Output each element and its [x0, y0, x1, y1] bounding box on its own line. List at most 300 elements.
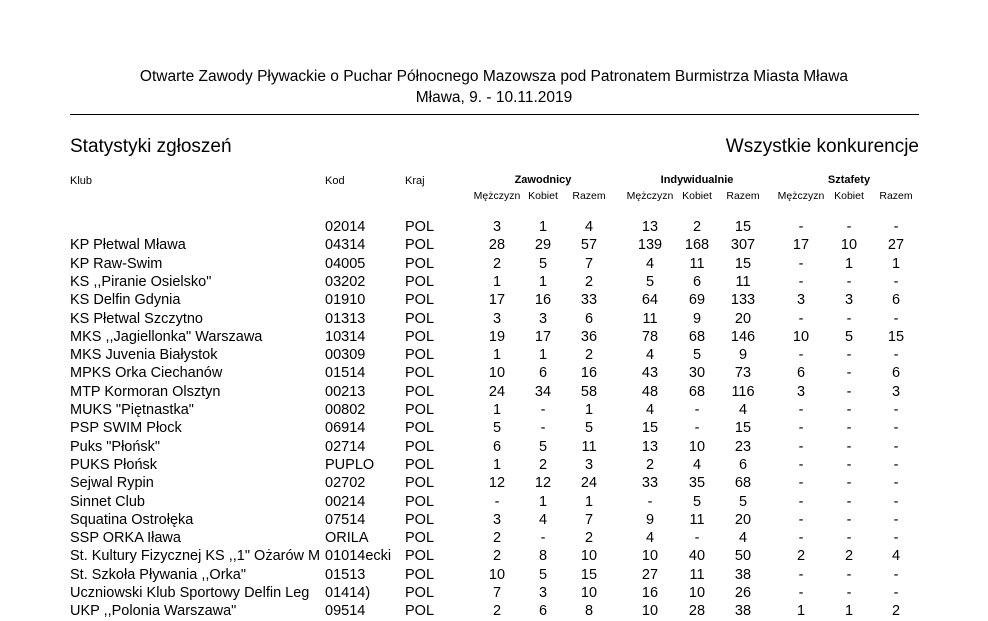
count-relays-women: 1	[844, 255, 854, 272]
count-relays-women: 10	[840, 237, 858, 254]
country-code: POL	[405, 219, 435, 235]
count-athletes-women: -	[540, 530, 546, 547]
count-athletes-men: 1	[492, 456, 502, 473]
count-individual-men: -	[647, 493, 653, 510]
club-name: SSP ORKA Iława	[70, 530, 181, 547]
club-name: KS Płetwal Szczytno	[70, 310, 203, 327]
count-relays-women: -	[846, 493, 852, 510]
country-code: POL	[405, 383, 435, 400]
club-name: St. Kultury Fizycznej KS ,,1" Ożarów M	[70, 548, 321, 565]
count-relays-men: -	[798, 347, 804, 364]
count-athletes-women: 6	[538, 365, 548, 382]
table-row	[0, 329, 988, 347]
club-code: 07514	[325, 511, 366, 528]
count-individual-women: 11	[689, 511, 705, 528]
count-individual-total: 20	[734, 511, 752, 528]
table-row	[0, 219, 988, 237]
count-individual-men: 10	[641, 548, 659, 565]
count-relays-men: -	[798, 456, 804, 473]
country-code: POL	[405, 511, 435, 528]
count-relays-women: 2	[844, 548, 854, 565]
count-relays-total: 3	[891, 383, 901, 400]
count-athletes-men: 2	[492, 548, 502, 565]
count-individual-total: 73	[734, 365, 752, 382]
club-name: Sinnet Club	[70, 493, 145, 510]
count-relays-women: -	[846, 273, 852, 290]
count-athletes-women: 4	[538, 511, 548, 528]
club-name: MKS ,,Jagiellonka" Warszawa	[70, 328, 263, 345]
count-athletes-women: 1	[538, 347, 548, 364]
count-individual-women: 30	[688, 365, 706, 382]
count-relays-total: -	[893, 511, 899, 528]
count-athletes-men: 12	[488, 475, 506, 492]
count-individual-women: -	[694, 402, 700, 418]
table-row	[0, 384, 988, 402]
club-code: 03202	[325, 273, 366, 290]
count-individual-men: 2	[645, 456, 655, 473]
count-individual-men: 15	[641, 420, 659, 437]
count-individual-women: 11	[689, 566, 705, 583]
club-name: St. Szkoła Pływania ,,Orka"	[70, 566, 246, 583]
count-individual-women: -	[694, 420, 700, 437]
subheader-individual-total: Razem	[726, 190, 760, 202]
count-athletes-men: 19	[488, 328, 506, 345]
club-code: 09514	[325, 603, 366, 620]
table-row	[0, 256, 988, 274]
club-code: 01910	[325, 292, 366, 309]
count-athletes-men: 3	[492, 511, 502, 528]
count-individual-total: 15	[734, 255, 752, 272]
count-individual-men: 78	[641, 328, 659, 345]
count-relays-women: 5	[844, 328, 854, 345]
count-relays-total: 2	[891, 603, 901, 620]
subheader-athletes-women: Kobiet	[528, 190, 558, 202]
club-code: 01313	[325, 310, 366, 327]
club-name: KS Delfin Gdynia	[70, 292, 181, 309]
count-relays-women: -	[846, 511, 852, 528]
count-relays-men: -	[798, 255, 804, 272]
country-code: POL	[405, 365, 435, 382]
column-header-country: Kraj	[405, 175, 425, 187]
country-code: POL	[405, 566, 435, 583]
club-name: Squatina Ostrołęka	[70, 511, 194, 528]
count-relays-women: 1	[844, 603, 854, 620]
count-relays-men: 6	[796, 365, 806, 382]
table-row	[0, 457, 988, 475]
count-relays-total: -	[893, 566, 899, 583]
table-row	[0, 585, 988, 603]
count-individual-total: 15	[734, 219, 752, 235]
table-row	[0, 420, 988, 438]
count-relays-women: -	[846, 585, 852, 601]
table-row	[0, 347, 988, 365]
count-relays-total: 1	[891, 255, 901, 272]
count-individual-women: 4	[692, 456, 702, 473]
table-row	[0, 237, 988, 255]
count-individual-men: 4	[645, 402, 655, 418]
club-code: 01014ecki	[325, 548, 392, 565]
count-individual-total: 11	[735, 273, 751, 290]
count-relays-men: -	[798, 273, 804, 290]
count-individual-total: 4	[738, 530, 748, 547]
club-code: 00213	[325, 383, 366, 400]
count-relays-total: -	[893, 493, 899, 510]
country-code: POL	[405, 585, 435, 601]
count-relays-men: -	[798, 530, 804, 547]
count-athletes-men: 6	[492, 438, 502, 455]
count-individual-women: 5	[692, 347, 702, 364]
count-relays-men: -	[798, 219, 804, 235]
club-code: ORILA	[325, 530, 369, 547]
count-individual-women: 10	[688, 585, 706, 601]
count-athletes-total: 2	[584, 530, 594, 547]
count-athletes-men: 5	[492, 420, 502, 437]
count-individual-women: 168	[684, 237, 710, 254]
count-athletes-total: 1	[584, 402, 594, 418]
count-relays-total: -	[893, 475, 899, 492]
count-relays-men: -	[798, 566, 804, 583]
count-relays-total: -	[893, 219, 899, 235]
country-code: POL	[405, 438, 435, 455]
count-individual-total: 4	[738, 402, 748, 418]
group-header-individual: Indywidualnie	[660, 174, 734, 186]
count-athletes-men: 10	[488, 566, 506, 583]
count-athletes-women: 3	[538, 310, 548, 327]
country-code: POL	[405, 548, 435, 565]
count-individual-men: 10	[641, 603, 659, 620]
count-individual-total: 50	[734, 548, 752, 565]
count-individual-total: 68	[734, 475, 752, 492]
count-athletes-men: 10	[488, 365, 506, 382]
count-individual-men: 48	[641, 383, 659, 400]
count-relays-women: -	[846, 475, 852, 492]
count-individual-total: 20	[734, 310, 752, 327]
count-athletes-total: 7	[584, 255, 594, 272]
count-athletes-men: 1	[492, 347, 502, 364]
count-athletes-women: 16	[534, 292, 552, 309]
table-row	[0, 292, 988, 310]
column-header-code: Kod	[325, 175, 345, 187]
count-relays-total: 6	[891, 365, 901, 382]
header-divider	[70, 114, 919, 115]
table-row	[0, 567, 988, 585]
count-athletes-men: 1	[492, 402, 502, 418]
club-name: UKP ,,Polonia Warszawa"	[70, 603, 237, 620]
club-code: 00309	[325, 347, 366, 364]
table-row	[0, 603, 988, 621]
count-athletes-total: 8	[584, 603, 594, 620]
count-athletes-women: 29	[534, 237, 552, 254]
count-athletes-men: 2	[492, 530, 502, 547]
count-individual-men: 11	[642, 310, 658, 327]
club-code: 04314	[325, 237, 366, 254]
club-code: 00214	[325, 493, 366, 510]
count-individual-women: 11	[689, 255, 705, 272]
club-name: PUKS Płońsk	[70, 456, 158, 473]
count-individual-men: 4	[645, 530, 655, 547]
count-relays-men: -	[798, 493, 804, 510]
group-header-relays: Sztafety	[827, 174, 871, 186]
count-athletes-women: 1	[538, 219, 548, 235]
count-relays-total: 27	[887, 237, 905, 254]
count-individual-men: 16	[641, 585, 659, 601]
count-relays-total: -	[893, 347, 899, 364]
count-athletes-total: 36	[580, 328, 598, 345]
table-row	[0, 475, 988, 493]
count-relays-women: -	[846, 383, 852, 400]
country-code: POL	[405, 603, 435, 620]
count-relays-total: -	[893, 420, 899, 437]
count-athletes-women: 5	[538, 255, 548, 272]
count-athletes-women: -	[540, 402, 546, 418]
club-name: Puks "Płońsk"	[70, 438, 161, 455]
count-athletes-women: -	[540, 420, 546, 437]
country-code: POL	[405, 420, 435, 437]
count-athletes-men: 1	[492, 273, 502, 290]
count-individual-total: 146	[730, 328, 756, 345]
club-name: MKS Juvenia Białystok	[70, 347, 218, 364]
section-title: Statystyki zgłoszeń	[70, 136, 232, 157]
count-individual-men: 4	[645, 347, 655, 364]
club-code: 02714	[325, 438, 366, 455]
club-code: 01414)	[325, 585, 371, 601]
count-relays-men: 17	[792, 237, 810, 254]
table-row	[0, 365, 988, 383]
count-relays-men: 1	[796, 603, 806, 620]
count-athletes-men: 3	[492, 219, 502, 235]
count-athletes-women: 1	[538, 493, 548, 510]
club-code: PUPLO	[325, 456, 375, 473]
count-athletes-men: 3	[492, 310, 502, 327]
count-athletes-total: 57	[580, 237, 598, 254]
count-individual-women: 10	[688, 438, 706, 455]
count-individual-total: 23	[734, 438, 752, 455]
count-individual-women: 28	[688, 603, 706, 620]
page-subtitle: Mława, 9. - 10.11.2019	[415, 89, 573, 106]
count-relays-women: -	[846, 438, 852, 455]
table-row	[0, 311, 988, 329]
count-individual-total: 26	[734, 585, 752, 601]
count-individual-total: 133	[730, 292, 756, 309]
count-athletes-total: 6	[584, 310, 594, 327]
count-athletes-women: 3	[538, 585, 548, 601]
table-row	[0, 274, 988, 292]
count-athletes-total: 5	[584, 420, 594, 437]
club-code: 01513	[325, 566, 366, 583]
count-relays-women: -	[846, 530, 852, 547]
count-individual-total: 38	[734, 603, 752, 620]
count-relays-women: -	[846, 347, 852, 364]
column-header-club: Klub	[70, 175, 93, 187]
count-relays-women: 3	[844, 292, 854, 309]
count-individual-total: 15	[734, 420, 752, 437]
count-relays-women: -	[846, 402, 852, 418]
count-athletes-total: 10	[580, 548, 598, 565]
count-athletes-men: 24	[488, 383, 506, 400]
count-relays-women: -	[846, 219, 852, 235]
count-individual-men: 27	[641, 566, 659, 583]
club-name: PSP SWIM Płock	[70, 420, 182, 437]
count-relays-men: 10	[792, 328, 810, 345]
count-athletes-men: 2	[492, 603, 502, 620]
count-individual-total: 116	[731, 383, 755, 400]
count-relays-women: -	[846, 310, 852, 327]
count-individual-women: 6	[692, 273, 702, 290]
subheader-relays-total: Razem	[879, 190, 913, 202]
table-row	[0, 494, 988, 512]
count-athletes-total: 2	[584, 273, 594, 290]
competition-scope: Wszystkie konkurencje	[725, 136, 919, 157]
country-code: POL	[405, 493, 435, 510]
country-code: POL	[405, 402, 435, 418]
count-athletes-total: 4	[584, 219, 594, 235]
country-code: POL	[405, 530, 435, 547]
count-relays-total: -	[893, 310, 899, 327]
count-athletes-total: 15	[580, 566, 598, 583]
club-name: MPKS Orka Ciechanów	[70, 365, 223, 382]
count-individual-men: 13	[641, 438, 659, 455]
count-athletes-women: 17	[534, 328, 552, 345]
count-athletes-total: 24	[580, 475, 598, 492]
count-relays-men: -	[798, 475, 804, 492]
count-athletes-men: -	[494, 493, 500, 510]
table-row	[0, 402, 988, 420]
club-name: KP Płetwal Mława	[70, 237, 186, 254]
count-athletes-total: 2	[584, 347, 594, 364]
count-relays-men: -	[798, 402, 804, 418]
club-name: Uczniowski Klub Sportowy Delfin Leg	[70, 585, 310, 601]
club-code: 02702	[325, 475, 366, 492]
country-code: POL	[405, 347, 435, 364]
count-individual-total: 9	[738, 347, 748, 364]
count-relays-women: -	[846, 456, 852, 473]
subheader-individual-women: Kobiet	[682, 190, 712, 202]
country-code: POL	[405, 273, 435, 290]
count-relays-total: 15	[887, 328, 905, 345]
count-individual-men: 9	[645, 511, 655, 528]
table-row	[0, 439, 988, 457]
count-relays-men: 3	[796, 383, 806, 400]
count-athletes-women: 8	[538, 548, 548, 565]
count-athletes-total: 33	[580, 292, 598, 309]
country-code: POL	[405, 456, 435, 473]
count-relays-total: -	[893, 273, 899, 290]
count-athletes-women: 12	[534, 475, 552, 492]
count-individual-total: 5	[738, 493, 748, 510]
count-relays-total: -	[893, 402, 899, 418]
count-relays-men: 3	[796, 292, 806, 309]
count-individual-women: -	[694, 530, 700, 547]
count-relays-men: -	[798, 438, 804, 455]
count-individual-men: 5	[645, 273, 655, 290]
club-name: KP Raw-Swim	[70, 255, 163, 272]
count-relays-total: 4	[891, 548, 901, 565]
count-athletes-total: 3	[584, 456, 594, 473]
club-code: 00802	[325, 402, 366, 418]
count-relays-total: -	[893, 438, 899, 455]
count-individual-total: 307	[730, 237, 756, 254]
club-name: MTP Kormoran Olsztyn	[70, 383, 221, 400]
count-relays-total: 6	[891, 292, 901, 309]
count-athletes-men: 17	[488, 292, 506, 309]
count-individual-men: 64	[641, 292, 659, 309]
subheader-relays-men: Mężczyzn	[777, 190, 825, 202]
subheader-relays-women: Kobiet	[834, 190, 864, 202]
club-code: 04005	[325, 255, 366, 272]
count-athletes-women: 1	[538, 273, 548, 290]
count-individual-women: 35	[688, 475, 706, 492]
club-name: MUKS "Piętnastka"	[70, 402, 194, 418]
table-row	[0, 512, 988, 530]
club-code: 06914	[325, 420, 366, 437]
count-relays-total: -	[893, 456, 899, 473]
count-individual-women: 40	[688, 548, 706, 565]
count-individual-men: 33	[641, 475, 659, 492]
count-athletes-women: 5	[538, 566, 548, 583]
count-relays-women: -	[846, 365, 852, 382]
country-code: POL	[405, 292, 435, 309]
table-row	[0, 530, 988, 548]
count-relays-women: -	[846, 566, 852, 583]
count-relays-total: -	[893, 585, 899, 601]
count-individual-men: 13	[641, 219, 659, 235]
country-code: POL	[405, 310, 435, 327]
count-relays-men: -	[798, 511, 804, 528]
club-name: KS ,,Piranie Osielsko"	[70, 273, 212, 290]
count-athletes-women: 5	[538, 438, 548, 455]
count-individual-men: 43	[641, 365, 659, 382]
count-athletes-total: 16	[580, 365, 598, 382]
page-title: Otwarte Zawody Pływackie o Puchar Północnego Mazowsza pod Patronatem Burmistrza Miasta Mława	[139, 68, 849, 85]
count-relays-men: 2	[796, 548, 806, 565]
count-individual-women: 2	[692, 219, 702, 235]
count-individual-women: 9	[692, 310, 702, 327]
club-code: 10314	[325, 328, 366, 345]
count-individual-total: 6	[738, 456, 748, 473]
count-athletes-women: 34	[534, 383, 552, 400]
count-relays-men: -	[798, 310, 804, 327]
count-individual-men: 4	[645, 255, 655, 272]
count-individual-women: 69	[688, 292, 706, 309]
country-code: POL	[405, 475, 435, 492]
table-row	[0, 548, 988, 566]
club-code: 01514	[325, 365, 366, 382]
count-athletes-total: 7	[584, 511, 594, 528]
count-relays-women: -	[846, 420, 852, 437]
count-individual-women: 68	[688, 328, 706, 345]
count-athletes-total: 1	[584, 493, 594, 510]
count-relays-men: -	[798, 420, 804, 437]
subheader-athletes-total: Razem	[572, 190, 606, 202]
count-athletes-men: 2	[492, 255, 502, 272]
country-code: POL	[405, 328, 435, 345]
subheader-athletes-men: Mężczyzn	[473, 190, 521, 202]
count-athletes-total: 10	[580, 585, 598, 601]
count-individual-women: 5	[692, 493, 702, 510]
count-relays-men: -	[798, 585, 804, 601]
club-name: Sejwal Rypin	[70, 475, 154, 492]
count-athletes-men: 28	[488, 237, 506, 254]
count-athletes-total: 11	[581, 438, 597, 455]
count-individual-total: 38	[734, 566, 752, 583]
count-individual-men: 139	[637, 237, 663, 254]
club-code: 02014	[325, 219, 366, 235]
count-athletes-women: 6	[538, 603, 548, 620]
country-code: POL	[405, 255, 435, 272]
count-individual-women: 68	[688, 383, 706, 400]
subheader-individual-men: Mężczyzn	[626, 190, 674, 202]
count-athletes-women: 2	[538, 456, 548, 473]
